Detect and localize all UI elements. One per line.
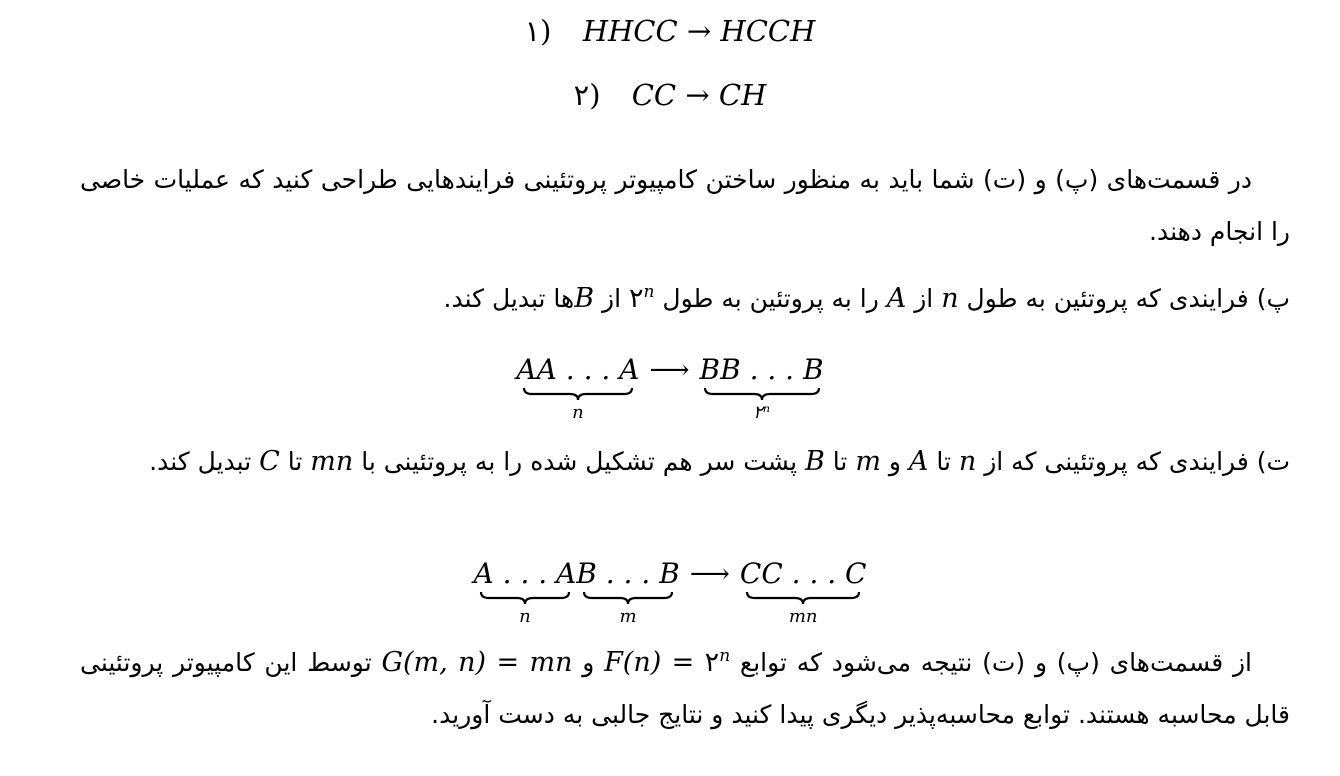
part-t-text-2: تا [928,447,959,476]
conclusion-f-base: ۲ [704,647,720,678]
part-p-power [629,283,654,314]
part-t-c: C [259,446,280,477]
part-t-text-4: تا [824,447,856,476]
part-t-a: A [908,446,929,477]
conclusion-f-exp: n [719,646,731,666]
conclusion-text-1: از قسمت‌های (پ) و (ت) نتیجه می‌شود که توابع [730,648,1252,677]
underbrace-b-text: BB . . . B [699,353,824,386]
conclusion-f [604,647,730,678]
underbrace-group-n [474,558,577,627]
conclusion-f-lhs: F(n) = [604,647,705,678]
part-p-text-5: ها تبدیل کند. [443,284,575,313]
part-t-text-6: تا [279,447,311,476]
part-t-text-5: پشت سر هم تشکیل شده را به پروتئینی با [353,447,806,476]
part-p-text-2: از [906,284,942,313]
equation-1-label: ۱) [524,14,552,48]
intro-paragraph [80,154,1290,258]
part-p-power-exp: n [643,282,655,302]
display-t-arrow: ⟶ [689,557,730,590]
underbrace-a-brace [522,387,634,401]
part-t-b: B [805,446,825,477]
equation-1 [0,14,1340,48]
part-p-paragraph [80,266,1290,325]
underbrace-a-sub: n [572,402,584,423]
equation-1-lhs: HHCC [582,14,678,48]
conclusion-g: G(m, n) = mn [381,647,573,678]
underbrace-mn-brace [745,591,861,605]
part-p-text-3: را به پروتئین به طول [654,284,887,313]
underbrace-m-sub: m [619,606,637,627]
equation-1-arrow: → [686,14,712,48]
underbrace-b-sub: ۲ⁿ [753,402,771,423]
part-t-mn: mn [310,446,354,477]
intro-text: در قسمت‌های (پ) و (ت) شما باید به منظور ساختن کامپیوتر پروتئینی فرایندهایی طراحی کنید که عملیات خاصی را انجام دهند. [80,165,1290,246]
part-p-power-base: ۲ [629,283,644,314]
part-t-text-7: تبدیل کند. [149,447,260,476]
equation-2-arrow: → [685,78,710,112]
part-t-n: n [958,446,977,477]
equation-2 [0,78,1340,112]
underbrace-m-brace [582,591,674,605]
equation-2-label: ۲) [573,78,601,112]
equation-2-lhs: CC [631,78,677,112]
underbrace-group-b [700,354,824,423]
underbrace-mn-text: CC . . . C [739,557,867,590]
part-p-n: n [941,283,959,314]
part-p-text-1: پ) فرایندی که پروتئین به طول [958,284,1290,313]
display-equation-p [0,354,1340,423]
part-t-text-3: و [880,447,909,476]
equation-2-rhs: CH [718,78,767,112]
part-p-b: B [574,283,595,314]
underbrace-n-sub: n [519,606,531,627]
underbrace-group-a [516,354,639,423]
underbrace-b-brace [703,387,821,401]
conclusion-paragraph [80,630,1290,741]
underbrace-group-m [576,558,679,627]
display-p-arrow: ⟶ [649,353,690,386]
part-t-text-1: ت) فرایندی که پروتئینی که از [976,447,1290,476]
part-p-text-4: از [594,284,629,313]
conclusion-text-2: و [572,648,605,677]
underbrace-mn-sub: mn [788,606,818,627]
conclusion-text-3: توسط این کامپیوتر پروتئینی قابل محاسبه هستند. توابع محاسبه‌پذیر دیگری پیدا کنید و نتایج جالبی به دست آورید. [80,648,1290,729]
equation-1-rhs: HCCH [720,14,816,48]
part-t-paragraph [80,436,1290,488]
underbrace-m-text: B . . . B [576,557,680,590]
display-equation-t [0,558,1340,627]
part-t-m: m [855,446,881,477]
underbrace-a-text: AA . . . A [516,353,640,386]
part-p-a: A [886,283,907,314]
underbrace-n-text: A . . . A [473,557,577,590]
underbrace-n-brace [479,591,571,605]
underbrace-group-mn [740,558,867,627]
